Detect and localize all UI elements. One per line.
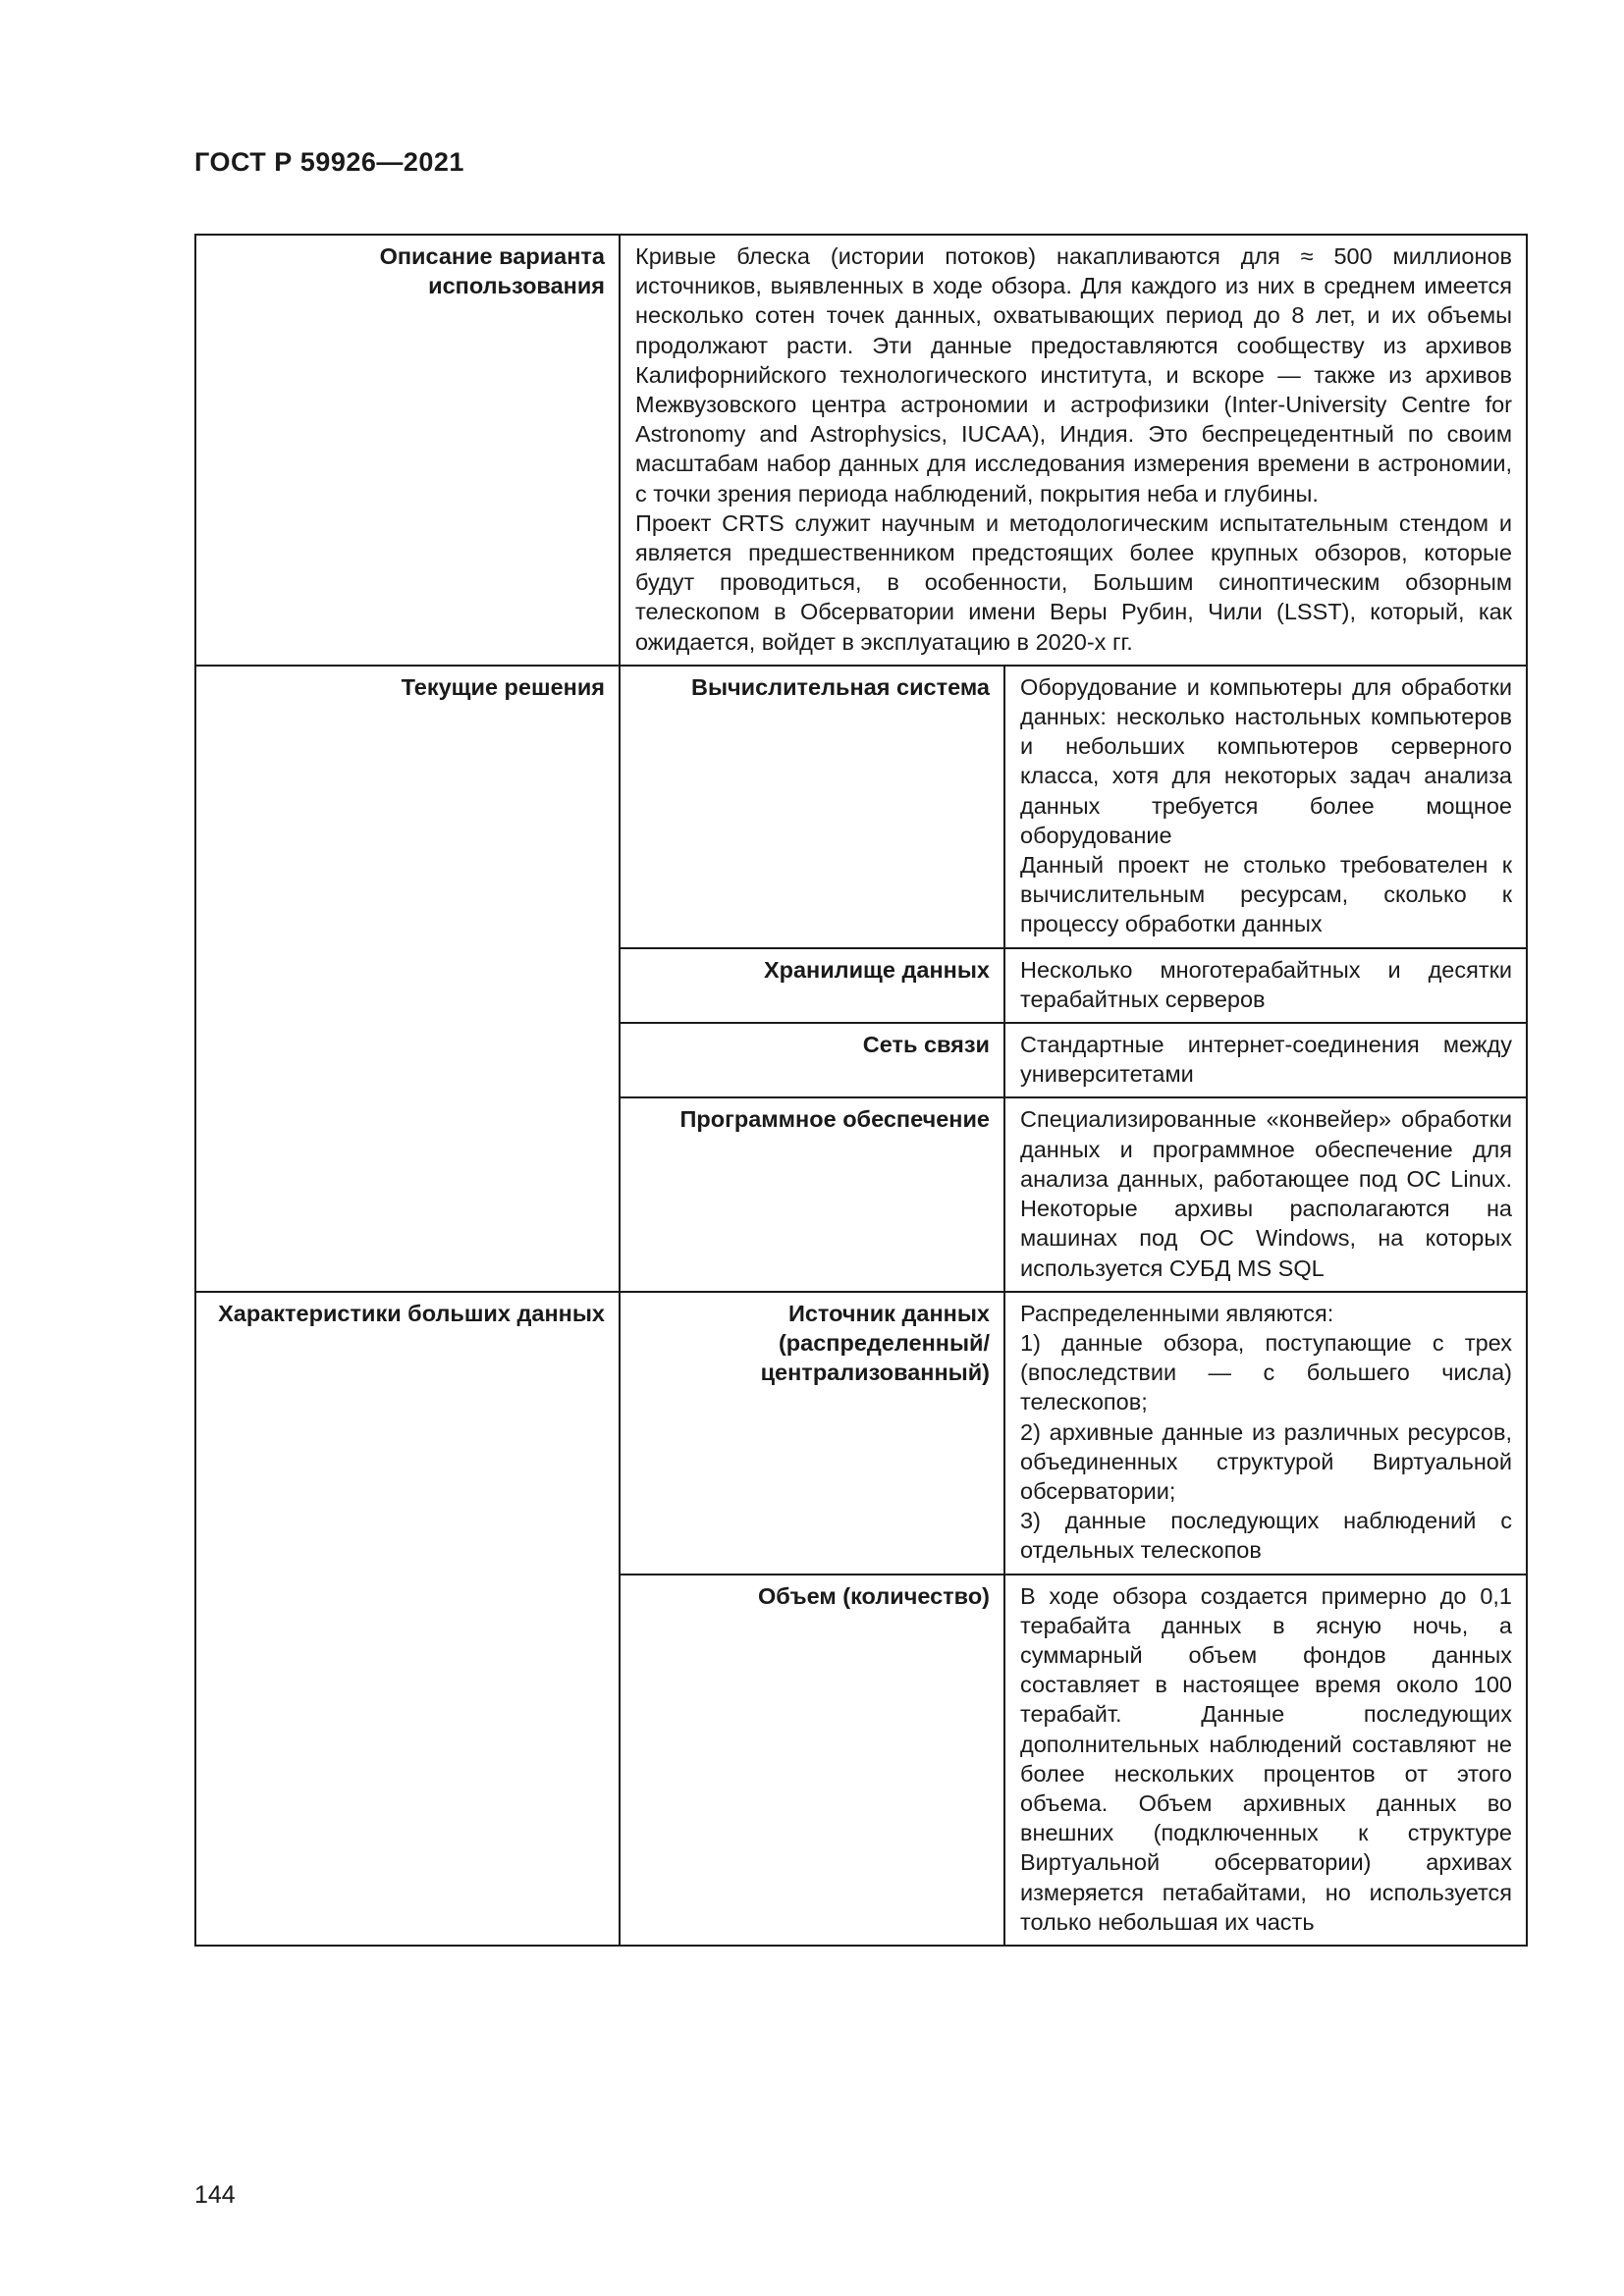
data-source-value bbox=[1004, 1292, 1527, 1575]
paragraph: 1) данные обзора, поступающие с трех (впоследствии — с большего числа) телескопов; bbox=[1020, 1329, 1512, 1415]
page-number: 144 bbox=[194, 2181, 236, 2209]
paragraph: Стандартные интернет-соединения между университетами bbox=[1020, 1032, 1512, 1088]
compute-system-label: Вычислительная система bbox=[620, 666, 1004, 948]
table-row-use-case bbox=[195, 235, 1527, 666]
storage-value bbox=[1004, 948, 1527, 1023]
paragraph: Оборудование и компьютеры для обработки данных: несколько настольных компьютеров и небольших компьютеров серверного класса, хотя для некоторых задач анализа данных требуется более мощное оборудование bbox=[1020, 673, 1512, 848]
storage-label: Хранилище данных bbox=[620, 948, 1004, 1023]
compute-system-value bbox=[1004, 666, 1527, 948]
volume-value bbox=[1004, 1575, 1527, 1946]
paragraph: В ходе обзора создается примерно до 0,1 терабайта данных в ясную ночь, а суммарный объем фондов данных составляет в настоящее время около 100 терабайт. Данные последующих дополнительных наблюдений составляют не более нескольких процентов от этого объема. Объем архивных данных во внешних (подключенных к структуре Виртуальной обсерватории) архивах измеряется петабайтами, но используется только небольшая их часть bbox=[1020, 1582, 1512, 1935]
table-row-data-source bbox=[195, 1292, 1527, 1575]
paragraph: Данный проект не столько требователен к вычислительным ресурсам, сколько к процессу обработки данных bbox=[1020, 852, 1512, 937]
paragraph: Кривые блеска (истории потоков) накапливаются для ≈ 500 миллионов источников, выявленных в ходе обзора. Для каждого из них в среднем имеется несколько сотен точек данных, охватывающих период до 8 лет, и их объемы продолжают расти. Эти данные предоставляются сообществу из архивов Калифорнийского технологического института, и вскоре — также из архивов Межвузовского центра астрономии и астрофизики (Inter-University Centre for Astronomy and Astrophysics, IUCAA), Индия. Это беспрецедентный по своим масштабам набор данных для исследования измерения времени в астрономии, с точки зрения периода наблюдений, покрытия неба и глубины. bbox=[635, 243, 1512, 507]
volume-label: Объем (количество) bbox=[620, 1575, 1004, 1946]
current-solutions-label: Текущие решения bbox=[195, 666, 620, 1292]
network-value bbox=[1004, 1023, 1527, 1097]
paragraph: 3) данные последующих наблюдений с отдельных телескопов bbox=[1020, 1508, 1512, 1564]
big-data-label: Характеристики больших данных bbox=[195, 1292, 620, 1946]
use-case-description bbox=[620, 235, 1527, 666]
paragraph: Проект CRTS служит научным и методологическим испытательным стендом и является предшественником предстоящих более крупных обзоров, которые будут проводиться, в особенности, Большим синоптическим обзорным телескопом в Обсерватории имени Веры Рубин, Чили (LSST), который, как ожидается, войдет в эксплуатацию в 2020-х гг. bbox=[635, 509, 1512, 655]
paragraph: Несколько многотерабайтных и десятки терабайтных серверов bbox=[1020, 956, 1512, 1012]
software-label: Программное обеспечение bbox=[620, 1097, 1004, 1291]
paragraph: 2) архивные данные из различных ресурсов, объединенных структурой Виртуальной обсерватории; bbox=[1020, 1418, 1512, 1504]
use-case-label: Описание варианта использования bbox=[195, 235, 620, 666]
paragraph: Специализированные «конвейер» обработки данных и программное обеспечение для анализа данных, работающее под ОС Linux. Некоторые архивы располагаются на машинах под ОС Windows, на которых используется СУБД MS SQL bbox=[1020, 1106, 1512, 1281]
data-source-label: Источник данных (распределенный/централизованный) bbox=[620, 1292, 1004, 1575]
network-label: Сеть связи bbox=[620, 1023, 1004, 1097]
table-row-compute-system bbox=[195, 666, 1527, 948]
use-case-table bbox=[194, 234, 1528, 1947]
paragraph: Распределенными являются: bbox=[1020, 1300, 1334, 1326]
software-value bbox=[1004, 1097, 1527, 1291]
document-header: ГОСТ Р 59926—2021 bbox=[194, 147, 464, 177]
